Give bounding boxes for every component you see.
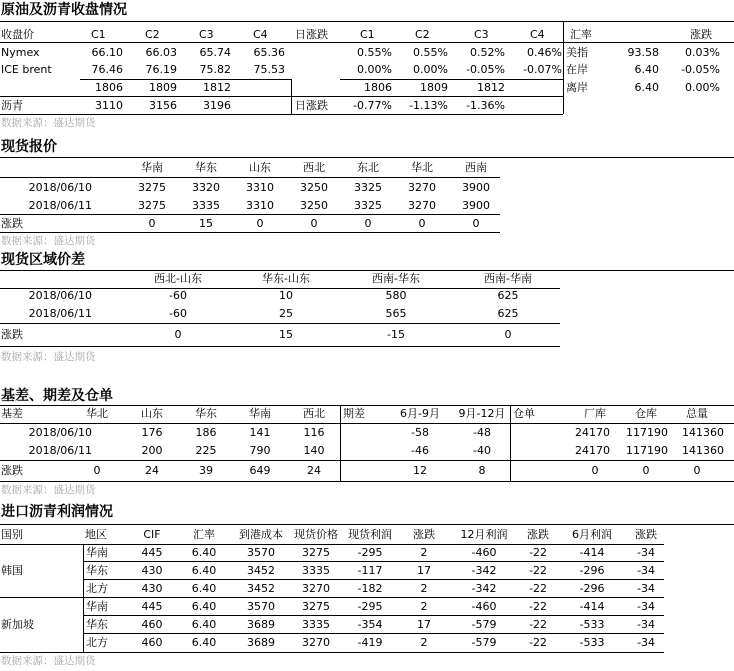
profit-jun-change: -34 bbox=[637, 546, 655, 559]
profit-spot-profit: -182 bbox=[357, 582, 383, 595]
brent-c1: 76.46 bbox=[91, 63, 123, 76]
profit-jun-change: -34 bbox=[637, 582, 655, 595]
profit-region: 北方 bbox=[86, 636, 108, 649]
spot-change: 0 bbox=[310, 217, 318, 230]
spot-change: 0 bbox=[418, 217, 426, 230]
profit-cif: 430 bbox=[141, 564, 163, 577]
brent-pct-c4: -0.07% bbox=[523, 63, 562, 76]
fx-label-usd-index: 美指 bbox=[566, 46, 588, 59]
profit-change: 2 bbox=[420, 600, 428, 613]
receipt-value: 141360 bbox=[682, 426, 724, 439]
spot-header-northwest: 西北 bbox=[303, 161, 325, 174]
contract-month-3: 1812 bbox=[203, 81, 231, 94]
basis-header-northwest: 西北 bbox=[303, 407, 325, 420]
header-pct-c1: C1 bbox=[360, 28, 375, 41]
receipt-change: 0 bbox=[591, 464, 599, 477]
data-source-note: 数据来源：盛达期货 bbox=[1, 655, 96, 667]
asphalt-v3: 3196 bbox=[203, 99, 231, 112]
basis-change: 0 bbox=[93, 464, 101, 477]
spot-value: 3310 bbox=[246, 181, 274, 194]
header-pct-c3: C3 bbox=[474, 28, 489, 41]
profit-jun-change: -34 bbox=[637, 564, 655, 577]
profit-header-landed-cost: 到港成本 bbox=[239, 528, 283, 541]
basis-date-2: 2018/06/11 bbox=[28, 444, 92, 457]
profit-change: 17 bbox=[417, 564, 431, 577]
spread-date-2: 2018/06/11 bbox=[28, 307, 92, 320]
receipt-value: 117190 bbox=[626, 426, 668, 439]
basis-change-label: 涨跌 bbox=[1, 464, 23, 477]
profit-landed-cost: 3570 bbox=[247, 546, 275, 559]
header-c1: C1 bbox=[91, 28, 106, 41]
data-source-note: 数据来源：盛达期货 bbox=[1, 235, 96, 247]
spot-change: 0 bbox=[148, 217, 156, 230]
profit-change: 2 bbox=[420, 582, 428, 595]
spread-term-header: 期差 bbox=[343, 407, 365, 420]
spot-value: 3320 bbox=[192, 181, 220, 194]
profit-dec-change: -22 bbox=[529, 618, 547, 631]
profit-region: 华东 bbox=[86, 618, 108, 631]
profit-jun: -296 bbox=[579, 582, 605, 595]
term-spread-value: -40 bbox=[473, 444, 491, 457]
nymex-pct-c1: 0.55% bbox=[357, 46, 392, 59]
spread-change: 15 bbox=[279, 328, 293, 341]
nymex-c2: 66.03 bbox=[145, 46, 177, 59]
spot-header-north: 华北 bbox=[411, 161, 433, 174]
profit-dec: -342 bbox=[471, 564, 497, 577]
profit-spot-price: 3270 bbox=[302, 636, 330, 649]
profit-header-change: 涨跌 bbox=[413, 528, 435, 541]
spread-value: 10 bbox=[279, 289, 293, 302]
spot-value: 3325 bbox=[354, 199, 382, 212]
country-singapore: 新加坡 bbox=[1, 618, 34, 631]
fx-usd-index-value: 93.58 bbox=[627, 46, 659, 59]
receipt-change: 0 bbox=[693, 464, 701, 477]
brent-pct-c1: 0.00% bbox=[357, 63, 392, 76]
basis-header-shandong: 山东 bbox=[141, 407, 163, 420]
basis-value: 141 bbox=[249, 426, 271, 439]
spot-change-label: 涨跌 bbox=[1, 217, 23, 230]
profit-landed-cost: 3689 bbox=[247, 636, 275, 649]
brent-c2: 76.19 bbox=[145, 63, 177, 76]
header-pct-c2: C2 bbox=[415, 28, 430, 41]
asphalt-v2: 3156 bbox=[149, 99, 177, 112]
header-c2: C2 bbox=[145, 28, 160, 41]
spot-value: 3275 bbox=[138, 181, 166, 194]
profit-header-spot-profit: 现货利润 bbox=[348, 528, 392, 541]
receipt-value: 117190 bbox=[626, 444, 668, 457]
spot-value: 3270 bbox=[408, 181, 436, 194]
contract-month-pct-2: 1809 bbox=[420, 81, 448, 94]
profit-fx: 6.40 bbox=[191, 618, 217, 631]
brent-pct-c2: 0.00% bbox=[413, 63, 448, 76]
spread-header-jun-sep: 6月-9月 bbox=[400, 407, 440, 420]
receipt-value: 24170 bbox=[575, 426, 610, 439]
spot-header-northeast: 东北 bbox=[357, 161, 379, 174]
asphalt-v1: 3110 bbox=[95, 99, 123, 112]
spread-value: 580 bbox=[385, 289, 407, 302]
spread-change: 0 bbox=[504, 328, 512, 341]
contract-month-pct-1: 1806 bbox=[364, 81, 392, 94]
profit-header-region: 地区 bbox=[85, 528, 107, 541]
spot-value: 3270 bbox=[408, 199, 436, 212]
data-source-note: 数据来源：盛达期货 bbox=[1, 117, 96, 129]
nymex-pct-c2: 0.55% bbox=[413, 46, 448, 59]
profit-cif: 460 bbox=[141, 636, 163, 649]
basis-date-1: 2018/06/10 bbox=[28, 426, 92, 439]
spread-date-1: 2018/06/10 bbox=[28, 289, 92, 302]
basis-change: 39 bbox=[199, 464, 213, 477]
profit-jun-change: -34 bbox=[637, 600, 655, 613]
fx-label-offshore: 离岸 bbox=[566, 81, 588, 94]
spread-header-e-sd: 华东-山东 bbox=[262, 272, 310, 285]
spot-value: 3335 bbox=[192, 199, 220, 212]
header-fx: 汇率 bbox=[570, 28, 592, 41]
basis-header: 基差 bbox=[1, 407, 23, 420]
basis-change: 649 bbox=[249, 464, 271, 477]
section-title-regional-spread: 现货区域价差 bbox=[1, 252, 85, 268]
profit-cif: 445 bbox=[141, 600, 163, 613]
row-label-asphalt: 沥青 bbox=[1, 99, 23, 112]
profit-landed-cost: 3452 bbox=[247, 582, 275, 595]
profit-fx: 6.40 bbox=[191, 564, 217, 577]
profit-dec: -460 bbox=[471, 600, 497, 613]
spread-value: 625 bbox=[497, 289, 519, 302]
data-source-note: 数据来源：盛达期货 bbox=[1, 351, 96, 363]
profit-cif: 460 bbox=[141, 618, 163, 631]
profit-dec-change: -22 bbox=[529, 636, 547, 649]
profit-region: 华东 bbox=[86, 564, 108, 577]
basis-header-north: 华北 bbox=[86, 407, 108, 420]
fx-onshore-change: -0.05% bbox=[681, 63, 720, 76]
receipt-change: 0 bbox=[642, 464, 650, 477]
contract-month-pct-3: 1812 bbox=[477, 81, 505, 94]
data-source-note: 数据来源：盛达期货 bbox=[1, 484, 96, 496]
profit-dec-change: -22 bbox=[529, 582, 547, 595]
profit-fx: 6.40 bbox=[191, 636, 217, 649]
section-title-spot-price: 现货报价 bbox=[1, 139, 57, 155]
asphalt-pct-2: -1.13% bbox=[409, 99, 448, 112]
spread-value: -60 bbox=[169, 307, 187, 320]
header-fx-change: 涨跌 bbox=[690, 28, 712, 41]
profit-jun: -414 bbox=[579, 546, 605, 559]
profit-landed-cost: 3689 bbox=[247, 618, 275, 631]
receipt-value: 24170 bbox=[575, 444, 610, 457]
profit-jun: -296 bbox=[579, 564, 605, 577]
nymex-c3: 65.74 bbox=[199, 46, 231, 59]
basis-value: 186 bbox=[195, 426, 217, 439]
profit-spot-profit: -117 bbox=[357, 564, 383, 577]
profit-spot-price: 3275 bbox=[302, 546, 330, 559]
profit-cif: 445 bbox=[141, 546, 163, 559]
spread-value: 625 bbox=[497, 307, 519, 320]
contract-month-1: 1806 bbox=[95, 81, 123, 94]
profit-change: 2 bbox=[420, 546, 428, 559]
header-daily-change: 日涨跌 bbox=[295, 28, 328, 41]
spot-value: 3310 bbox=[246, 199, 274, 212]
fx-offshore-value: 6.40 bbox=[634, 81, 659, 94]
profit-landed-cost: 3452 bbox=[247, 564, 275, 577]
asphalt-pct-3: -1.36% bbox=[466, 99, 505, 112]
profit-region: 北方 bbox=[86, 582, 108, 595]
profit-jun-change: -34 bbox=[637, 618, 655, 631]
profit-spot-profit: -354 bbox=[357, 618, 383, 631]
spot-date-1: 2018/06/10 bbox=[28, 181, 92, 194]
header-c4: C4 bbox=[253, 28, 268, 41]
profit-jun: -414 bbox=[579, 600, 605, 613]
term-spread-value: -46 bbox=[411, 444, 429, 457]
section-title-import-profit: 进口沥青利润情况 bbox=[1, 504, 113, 520]
profit-change: 17 bbox=[417, 618, 431, 631]
basis-value: 200 bbox=[141, 444, 163, 457]
profit-header-jun-profit: 6月利润 bbox=[572, 528, 612, 541]
basis-header-south: 华南 bbox=[249, 407, 271, 420]
basis-header-east: 华东 bbox=[195, 407, 217, 420]
spread-value: -60 bbox=[169, 289, 187, 302]
spot-change: 0 bbox=[256, 217, 264, 230]
brent-c4: 75.53 bbox=[253, 63, 285, 76]
profit-spot-profit: -295 bbox=[357, 546, 383, 559]
nymex-pct-c4: 0.46% bbox=[527, 46, 562, 59]
profit-landed-cost: 3570 bbox=[247, 600, 275, 613]
basis-value: 116 bbox=[303, 426, 325, 439]
term-spread-change: 12 bbox=[413, 464, 427, 477]
profit-header-cif: CIF bbox=[143, 528, 161, 541]
spread-header-sw-s: 西南-华南 bbox=[484, 272, 532, 285]
basis-change: 24 bbox=[307, 464, 321, 477]
profit-dec: -579 bbox=[471, 636, 497, 649]
term-spread-value: -48 bbox=[473, 426, 491, 439]
spot-date-2: 2018/06/11 bbox=[28, 199, 92, 212]
basis-value: 176 bbox=[141, 426, 163, 439]
profit-header-fx: 汇率 bbox=[193, 528, 215, 541]
contract-month-2: 1809 bbox=[149, 81, 177, 94]
spot-change: 15 bbox=[199, 217, 213, 230]
country-korea: 韩国 bbox=[1, 564, 23, 577]
profit-header-change: 涨跌 bbox=[635, 528, 657, 541]
profit-jun: -533 bbox=[579, 618, 605, 631]
spot-value: 3250 bbox=[300, 181, 328, 194]
spot-header-southwest: 西南 bbox=[465, 161, 487, 174]
profit-region: 华南 bbox=[86, 546, 108, 559]
spot-change: 0 bbox=[364, 217, 372, 230]
term-spread-change: 8 bbox=[478, 464, 486, 477]
spot-value: 3900 bbox=[462, 181, 490, 194]
header-c3: C3 bbox=[199, 28, 214, 41]
spot-value: 3250 bbox=[300, 199, 328, 212]
spot-value: 3900 bbox=[462, 199, 490, 212]
profit-fx: 6.40 bbox=[191, 582, 217, 595]
row-label-ice-brent: ICE brent bbox=[1, 63, 52, 76]
profit-change: 2 bbox=[420, 636, 428, 649]
header-close-price: 收盘价 bbox=[1, 28, 34, 41]
nymex-c4: 65.36 bbox=[253, 46, 285, 59]
basis-value: 140 bbox=[303, 444, 325, 457]
basis-change: 24 bbox=[145, 464, 159, 477]
receipt-header-factory: 厂库 bbox=[584, 407, 606, 420]
asphalt-pct-1: -0.77% bbox=[353, 99, 392, 112]
profit-header-spot-price: 现货价格 bbox=[294, 528, 338, 541]
profit-header-change: 涨跌 bbox=[527, 528, 549, 541]
profit-header-dec-profit: 12月利润 bbox=[460, 528, 508, 541]
spread-change-label: 涨跌 bbox=[1, 328, 23, 341]
receipt-header-warehouse: 仓库 bbox=[635, 407, 657, 420]
fx-offshore-change: 0.00% bbox=[685, 81, 720, 94]
spread-header-sep-dec: 9月-12月 bbox=[458, 407, 506, 420]
brent-c3: 75.82 bbox=[199, 63, 231, 76]
profit-dec-change: -22 bbox=[529, 546, 547, 559]
nymex-pct-c3: 0.52% bbox=[470, 46, 505, 59]
spot-change: 0 bbox=[472, 217, 480, 230]
fx-onshore-value: 6.40 bbox=[634, 63, 659, 76]
profit-spot-price: 3335 bbox=[302, 564, 330, 577]
row-label-nymex: Nymex bbox=[1, 46, 40, 59]
section-title-basis-spread-receipts: 基差、期差及仓单 bbox=[1, 388, 113, 404]
fx-usd-index-change: 0.03% bbox=[685, 46, 720, 59]
profit-jun-change: -34 bbox=[637, 636, 655, 649]
profit-dec: -579 bbox=[471, 618, 497, 631]
basis-value: 225 bbox=[195, 444, 217, 457]
basis-value: 790 bbox=[249, 444, 271, 457]
profit-spot-price: 3275 bbox=[302, 600, 330, 613]
profit-spot-profit: -419 bbox=[357, 636, 383, 649]
asphalt-change-label: 日涨跌 bbox=[295, 99, 328, 112]
spot-header-shandong: 山东 bbox=[249, 161, 271, 174]
profit-dec: -460 bbox=[471, 546, 497, 559]
receipt-value: 141360 bbox=[682, 444, 724, 457]
header-pct-c4: C4 bbox=[530, 28, 545, 41]
receipt-header-total: 总量 bbox=[686, 407, 708, 420]
receipt-header: 仓单 bbox=[513, 407, 535, 420]
spot-header-east: 华东 bbox=[195, 161, 217, 174]
fx-label-onshore: 在岸 bbox=[566, 63, 588, 76]
profit-header-country: 国别 bbox=[1, 528, 23, 541]
profit-fx: 6.40 bbox=[191, 546, 217, 559]
profit-fx: 6.40 bbox=[191, 600, 217, 613]
profit-cif: 430 bbox=[141, 582, 163, 595]
spread-value: 25 bbox=[279, 307, 293, 320]
spot-value: 3275 bbox=[138, 199, 166, 212]
profit-region: 华南 bbox=[86, 600, 108, 613]
spread-header-nw-sd: 西北-山东 bbox=[154, 272, 202, 285]
section-title-crude-asphalt: 原油及沥青收盘情况 bbox=[1, 2, 127, 18]
nymex-c1: 66.10 bbox=[91, 46, 123, 59]
profit-dec: -342 bbox=[471, 582, 497, 595]
profit-dec-change: -22 bbox=[529, 600, 547, 613]
spread-change: -15 bbox=[387, 328, 405, 341]
profit-dec-change: -22 bbox=[529, 564, 547, 577]
spread-change: 0 bbox=[174, 328, 182, 341]
profit-spot-price: 3335 bbox=[302, 618, 330, 631]
term-spread-value: -58 bbox=[411, 426, 429, 439]
spread-value: 565 bbox=[385, 307, 407, 320]
profit-jun: -533 bbox=[579, 636, 605, 649]
profit-spot-price: 3270 bbox=[302, 582, 330, 595]
spot-header-south: 华南 bbox=[141, 161, 163, 174]
brent-pct-c3: -0.05% bbox=[466, 63, 505, 76]
spot-value: 3325 bbox=[354, 181, 382, 194]
spread-header-sw-e: 西南-华东 bbox=[372, 272, 420, 285]
profit-spot-profit: -295 bbox=[357, 600, 383, 613]
